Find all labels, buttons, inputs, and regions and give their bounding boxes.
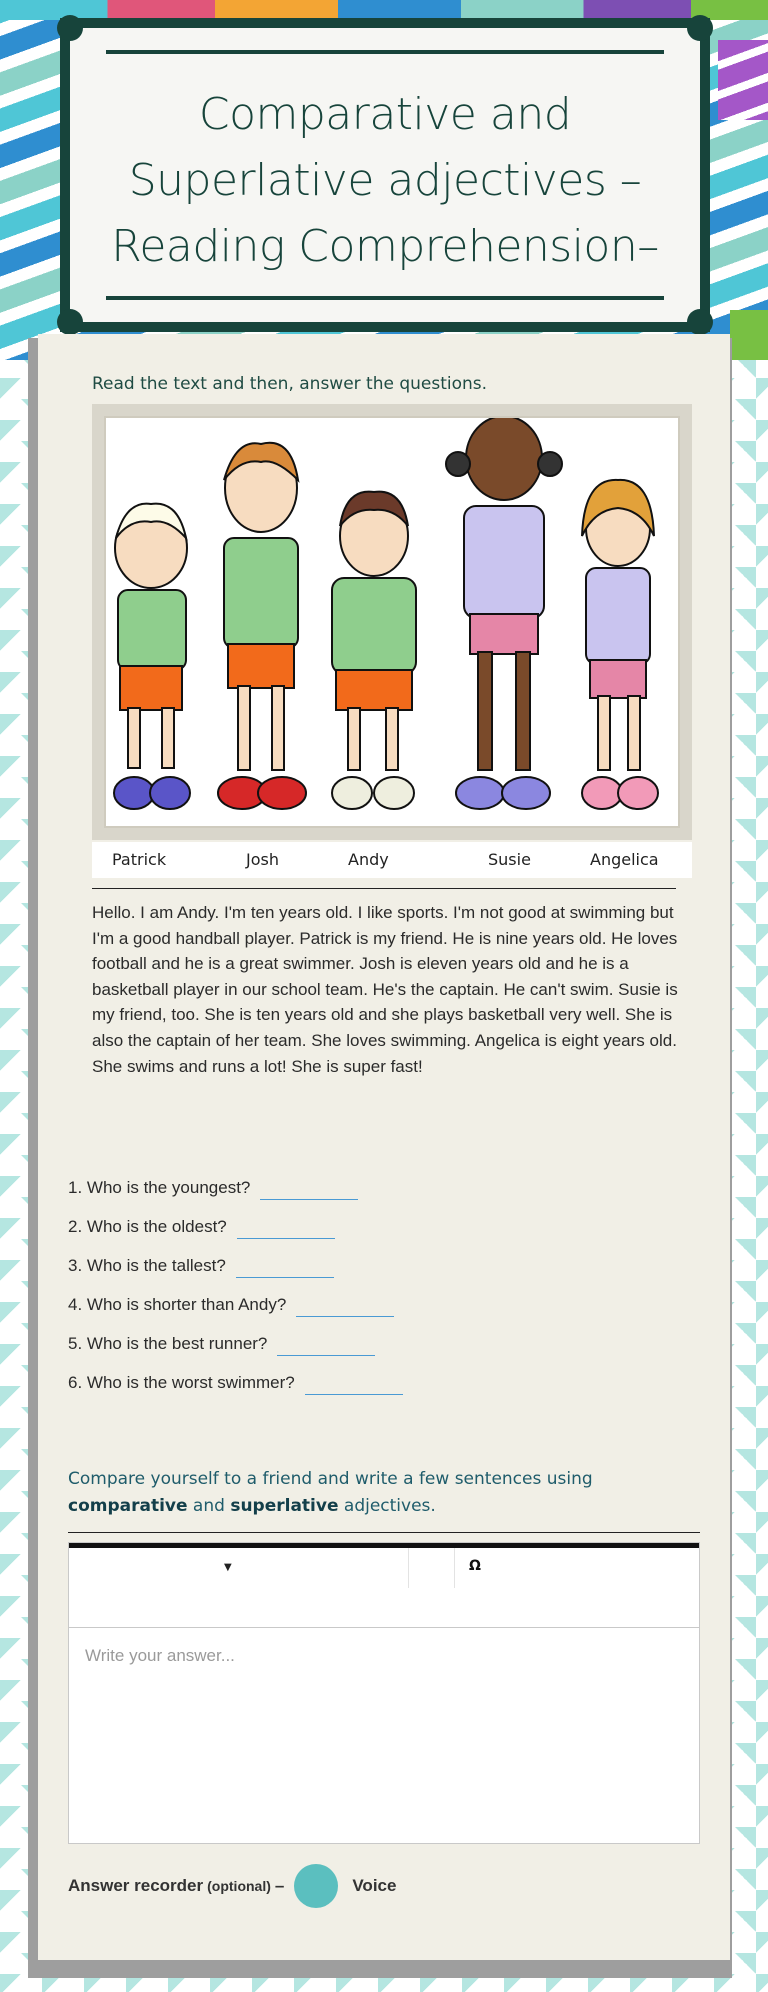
toolbar-separator [454,1548,455,1588]
children-name-labels [92,842,692,878]
editor-toolbar [69,1548,699,1628]
question-list [68,1178,668,1412]
page-title [90,82,680,280]
question-item [68,1178,668,1217]
children-illustration [104,416,680,828]
page-title-line-1: Comparative and [198,89,572,140]
question-item [68,1295,668,1334]
writing-prompt [68,1466,694,1520]
child-figure-patrick [114,504,190,809]
recorder-optional-label: (optional) [207,1878,271,1894]
header-color-stripe [0,0,768,20]
name-label-susie: Susie [488,850,531,869]
question-item [68,1217,668,1256]
question-text: 3. Who is the tallest? [68,1256,226,1275]
recorder-label: Answer recorder [68,1876,204,1895]
writing-prompt-bold-superlative: superlative [230,1496,339,1516]
corner-ornament [687,309,713,335]
answer-recorder [68,1864,396,1908]
answer-blank-2[interactable] [237,1217,335,1239]
recorder-dash: – [274,1876,285,1895]
writing-prompt-bold-comparative: comparative [68,1496,188,1516]
answer-blank-6[interactable] [305,1373,403,1395]
writing-prompt-text: and [187,1496,231,1516]
format-dropdown[interactable] [69,1548,409,1588]
page-title-line-3: Reading Comprehension– [111,221,659,272]
answer-placeholder: Write your answer... [85,1646,235,1665]
answer-blank-3[interactable] [236,1256,334,1278]
name-label-patrick: Patrick [112,850,167,869]
voice-label: Voice [352,1876,397,1895]
title-rule-bottom [106,296,664,300]
question-text: 2. Who is the oldest? [68,1217,227,1236]
question-text: 1. Who is the youngest? [68,1178,251,1197]
corner-ornament [57,309,83,335]
corner-ornament [57,15,83,41]
divider [68,1532,700,1533]
title-rule-top [106,50,664,54]
title-card [60,18,710,332]
answer-blank-1[interactable] [260,1178,358,1200]
writing-prompt-text: adjectives. [338,1496,436,1516]
reading-passage: Hello. I am Andy. I'm ten years old. I like sports. I'm not good at swimming but I'm a good handball player. Patrick is my friend. He is nine years old. He loves football and he is a great swimmer. Josh is eleven years old and he is a basketball player in our school team. He's the captain. He can't swim. Susie is my friend, too. She is ten years old and she plays basketball very well. She is also the captain of her team. She loves swimming. Angelica is eight years old. She swims and runs a lot! She is super fast! [92,903,678,1076]
divider [92,888,676,889]
child-figure-angelica [582,480,658,809]
chevron-down-icon: ▼ [224,1562,232,1573]
record-button[interactable] [294,1864,338,1908]
title-card-inner [70,28,700,322]
name-label-josh: Josh [246,850,279,869]
question-text: 6. Who is the worst swimmer? [68,1373,295,1392]
instruction-text: Read the text and then, answer the questions. [92,374,488,394]
answer-text-area[interactable] [69,1628,699,1842]
children-drawing [106,418,678,826]
name-label-angelica: Angelica [590,850,659,869]
header-purple-zigzag [718,40,768,120]
answer-editor [68,1542,700,1844]
corner-ornament [687,15,713,41]
question-text: 4. Who is shorter than Andy? [68,1295,287,1314]
child-figure-susie [446,418,562,809]
name-label-andy: Andy [348,850,389,869]
page-title-line-2: Superlative adjectives – [128,155,642,206]
header-green-zigzag [730,310,768,360]
children-picture-frame [92,404,692,840]
question-item [68,1373,668,1412]
special-characters-button[interactable]: Ω [469,1558,481,1574]
child-figure-josh [218,443,306,809]
child-figure-andy [332,492,416,809]
answer-blank-5[interactable] [277,1334,375,1356]
writing-prompt-text: Compare yourself to a friend and write a few sentences using [68,1469,593,1489]
answer-blank-4[interactable] [296,1295,394,1317]
question-item [68,1256,668,1295]
question-item [68,1334,668,1373]
question-text: 5. Who is the best runner? [68,1334,268,1353]
